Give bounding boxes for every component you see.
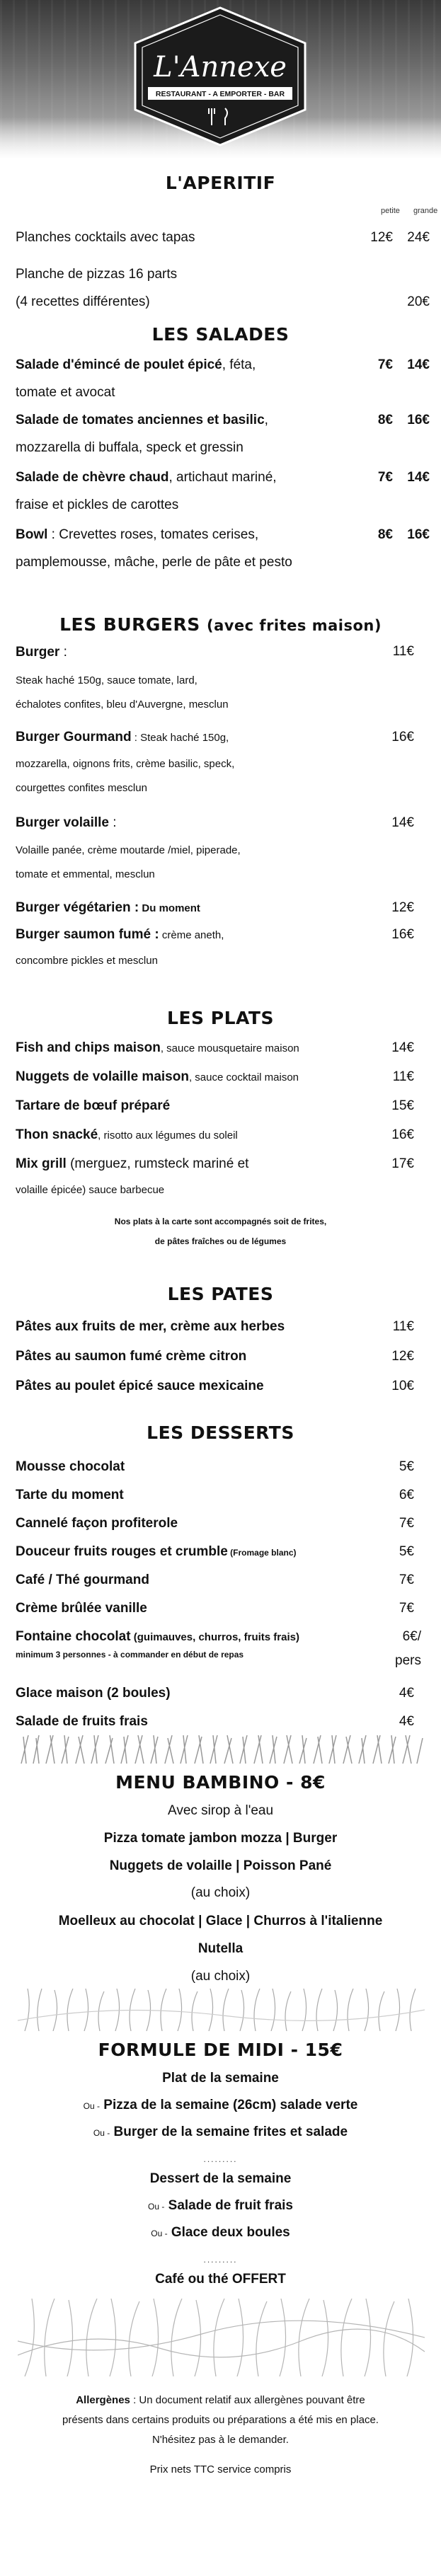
menu-item-line2: [16, 1179, 430, 1202]
item-name: Burger volaille: [16, 815, 109, 830]
menu-item-line2: [16, 435, 430, 461]
menu-item-line3: [16, 777, 430, 800]
item-desc: (4 recettes différentes): [16, 294, 150, 309]
burgers-title: [0, 614, 441, 635]
menu-item-line2: [16, 492, 430, 519]
item-desc: : Crevettes roses, tomates cerises,: [47, 527, 259, 542]
midi-plat-option: [0, 2124, 441, 2140]
item-name: Planche de pizzas 16 parts: [16, 267, 178, 282]
item-price-unit: pers: [395, 1653, 421, 1668]
item-price: 7€: [399, 1601, 414, 1616]
separator: .........: [203, 2154, 238, 2164]
menu-item: [16, 1093, 430, 1120]
menu-item: [16, 1151, 430, 1178]
ou-label: Ou -: [93, 2128, 110, 2138]
plats-note: Nos plats à la carte sont accompagnés soit de frites,: [114, 1217, 327, 1226]
allergen-label: Allergènes: [76, 2394, 130, 2406]
ou-label: Ou -: [148, 2202, 165, 2212]
menu-item-line3: [16, 694, 430, 716]
burgers-title-text: LES BURGERS: [59, 614, 200, 635]
item-price: 12€: [370, 230, 393, 245]
menu-item-line2: [16, 839, 430, 862]
bambino-line: Nuggets de volaille | Poisson Pané: [109, 1858, 332, 1873]
menu-item: [16, 1482, 430, 1509]
aperitif-title: L'APERITIF: [165, 173, 276, 193]
menu-item-line2: [16, 379, 430, 406]
logo-name: L'Annexe: [154, 51, 287, 84]
menu-item-line2: [16, 1646, 430, 1663]
item-price: 14€: [391, 815, 414, 830]
option-text: Glace deux boules: [171, 2225, 290, 2240]
prices-note: Prix nets TTC service compris: [149, 2463, 292, 2476]
item-name: Mix grill: [16, 1156, 67, 1171]
item-desc: ,: [264, 413, 268, 427]
menu-item: [16, 639, 430, 666]
bambino-line: Nutella: [197, 1941, 244, 1956]
item-desc: fraise et pickles de carottes: [16, 498, 179, 512]
item-name: Mousse chocolat: [16, 1459, 125, 1474]
item-name: Thon snacké: [16, 1127, 98, 1142]
item-desc: (merguez, rumsteck mariné et: [66, 1156, 249, 1171]
item-price: 16€: [407, 527, 430, 542]
separator: .........: [203, 2255, 238, 2265]
item-desc: , artichaut mariné,: [168, 470, 277, 485]
menu-item-line2: [16, 950, 430, 972]
item-name: Café / Thé gourmand: [16, 1572, 149, 1587]
menu-item: [16, 1595, 430, 1622]
item-name: Salade d'émincé de poulet épicé: [16, 357, 222, 372]
item-desc: volaille épicée) sauce barbecue: [16, 1184, 165, 1196]
item-price: 20€: [407, 294, 430, 309]
item-price: 14€: [407, 357, 430, 372]
item-price: 17€: [391, 1156, 414, 1171]
item-name: Pâtes au saumon fumé crème citron: [16, 1349, 247, 1364]
item-desc: Steak haché 150g, sauce tomate, lard,: [16, 674, 197, 686]
item-desc: pamplemousse, mâche, perle de pâte et pesto: [16, 555, 292, 570]
menu-item: [16, 1343, 430, 1370]
item-desc: , féta,: [222, 357, 256, 372]
burgers-subtitle: (avec frites maison): [206, 617, 382, 634]
item-name: Cannelé façon profiterole: [16, 1516, 178, 1531]
decorative-grass-band: [18, 1735, 425, 1764]
item-name: Crème brûlée vanille: [16, 1601, 147, 1616]
menu-item: [16, 1373, 430, 1400]
midi-title: FORMULE DE MIDI - 15€: [98, 2040, 343, 2060]
menu-item: [16, 1064, 430, 1091]
logo-tagline: RESTAURANT - A EMPORTER - BAR: [155, 90, 285, 98]
item-desc: minimum 3 personnes - à commander en début de repas: [16, 1650, 244, 1660]
item-price: 16€: [391, 730, 414, 744]
item-name: Douceur fruits rouges et crumble: [16, 1544, 228, 1559]
item-name: Tartare de bœuf préparé: [16, 1098, 171, 1113]
item-price: 4€: [399, 1714, 414, 1729]
midi-coffee: Café ou thé OFFERT: [155, 2272, 286, 2287]
item-name: Fish and chips maison: [16, 1040, 161, 1055]
menu-item: [16, 1567, 430, 1594]
allergen-note: [0, 2391, 441, 2410]
item-price: 12€: [391, 900, 414, 915]
plats-title: LES PLATS: [167, 1008, 274, 1028]
item-price: 15€: [391, 1098, 414, 1113]
menu-item: [16, 1313, 430, 1340]
item-desc: (Fromage blanc): [227, 1548, 297, 1558]
menu-item-line2: [16, 669, 430, 692]
allergen-note-line3: N'hésitez pas à le demander.: [152, 2434, 289, 2446]
menu-item: [16, 1680, 430, 1707]
item-name: Pâtes au poulet épicé sauce mexicaine: [16, 1379, 264, 1393]
item-name: Burger: [16, 645, 60, 660]
col-small-header: petite: [381, 207, 400, 215]
menu-item: [16, 1708, 430, 1735]
item-price: 11€: [392, 644, 414, 659]
menu-item-line2: [16, 549, 430, 576]
item-price: 14€: [407, 470, 430, 485]
menu-item: [16, 1122, 430, 1149]
item-name: Burger végétarien :: [16, 900, 139, 915]
item-desc: crème aneth,: [159, 929, 224, 941]
item-name: Salade de chèvre chaud: [16, 470, 169, 485]
item-price: 4€: [399, 1686, 414, 1701]
item-desc: , risotto aux légumes du soleil: [98, 1129, 238, 1142]
item-name: Nuggets de volaille maison: [16, 1069, 189, 1084]
item-price: 6€/: [402, 1629, 421, 1644]
item-name: Salade de tomates anciennes et basilic: [16, 413, 265, 427]
item-desc: : Steak haché 150g,: [131, 732, 229, 744]
midi-plat-title: Plat de la semaine: [162, 2071, 279, 2086]
bambino-line: (au choix): [190, 1885, 251, 1900]
item-price: 8€: [377, 527, 393, 542]
item-price: 6€: [399, 1488, 414, 1502]
option-text: Salade de fruit frais: [168, 2198, 293, 2213]
item-price: 12€: [391, 1349, 414, 1364]
menu-item: [16, 1539, 430, 1566]
hero-banner: [0, 0, 441, 159]
item-price: 10€: [391, 1379, 414, 1393]
menu-item-line2: [16, 289, 430, 316]
item-name: Fontaine chocolat: [16, 1629, 131, 1644]
item-name: Pâtes aux fruits de mer, crème aux herbes: [16, 1319, 285, 1334]
item-name: Burger Gourmand: [16, 730, 132, 744]
item-desc: (guimauves, churros, fruits frais): [130, 1631, 299, 1643]
logo: [124, 4, 316, 149]
ou-label: Ou -: [83, 2101, 100, 2111]
item-name: Salade de fruits frais: [16, 1714, 148, 1729]
menu-item: [16, 895, 430, 922]
decorative-grass-band: [18, 1989, 425, 2031]
item-desc: , sauce cocktail maison: [188, 1071, 299, 1083]
item-desc: tomate et avocat: [16, 385, 115, 400]
desserts-title: LES DESSERTS: [147, 1422, 294, 1443]
item-desc: mozzarella, oignons frits, crème basilic, speck,: [16, 758, 235, 770]
item-desc: échalotes confites, bleu d'Auvergne, mesclun: [16, 698, 229, 711]
item-price: 5€: [399, 1459, 414, 1474]
item-desc: , sauce mousquetaire maison: [160, 1042, 299, 1054]
bambino-title: MENU BAMBINO - 8€: [115, 1772, 326, 1793]
item-price: 7€: [377, 357, 393, 372]
item-name: Planches cocktails avec tapas: [16, 230, 195, 245]
menu-item: [16, 1035, 430, 1062]
menu-item: [16, 724, 430, 752]
midi-plat-option: [0, 2098, 441, 2113]
item-price: 16€: [391, 1127, 414, 1142]
item-price: 24€: [407, 230, 430, 245]
item-price: 16€: [391, 927, 414, 942]
item-price: 11€: [392, 1319, 414, 1334]
option-text: Pizza de la semaine (26cm) salade verte: [103, 2098, 358, 2112]
bambino-line: Avec sirop à l'eau: [167, 1803, 274, 1818]
plats-note: de pâtes fraîches ou de légumes: [154, 1236, 287, 1246]
allergen-note-line2: présents dans certains produits ou préparations a été mis en place.: [62, 2414, 379, 2426]
decorative-grass-band: [18, 2299, 425, 2376]
ou-label: Ou -: [151, 2229, 168, 2238]
item-price: 8€: [377, 413, 393, 427]
item-name: Burger saumon fumé :: [16, 927, 159, 942]
item-name: Tarte du moment: [16, 1488, 124, 1502]
item-desc: Du moment: [139, 902, 200, 914]
midi-dessert-option: [0, 2198, 441, 2214]
menu-item: [16, 1510, 430, 1537]
menu-item: [16, 261, 430, 288]
item-desc: tomate et emmental, mesclun: [16, 868, 155, 880]
salades-title: LES SALADES: [151, 324, 290, 345]
item-name: Glace maison (2 boules): [16, 1686, 171, 1701]
item-price: 5€: [399, 1544, 414, 1559]
menu-item: [16, 1454, 430, 1480]
item-desc: :: [109, 815, 117, 830]
item-price: 14€: [391, 1040, 414, 1055]
item-desc: Volaille panée, crème moutarde /miel, piperade,: [16, 844, 241, 856]
item-price: 7€: [377, 470, 393, 485]
midi-dessert-option: [0, 2225, 441, 2241]
midi-dessert-title: Dessert de la semaine: [149, 2171, 292, 2186]
bambino-line: (au choix): [190, 1969, 251, 1984]
menu-item-line3: [16, 863, 430, 886]
option-text: Burger de la semaine frites et salade: [113, 2124, 348, 2139]
menu-item: [16, 921, 430, 949]
item-desc: courgettes confites mesclun: [16, 782, 147, 794]
menu-item-line2: [16, 753, 430, 776]
item-desc: :: [59, 645, 67, 660]
menu-item: [16, 810, 430, 836]
item-desc: concombre pickles et mesclun: [16, 955, 158, 967]
item-price: 7€: [399, 1516, 414, 1531]
bambino-line: Moelleux au chocolat | Glace | Churros à l'italienne: [58, 1914, 383, 1928]
bambino-line: Pizza tomate jambon mozza | Burger: [103, 1831, 338, 1846]
item-name: Bowl: [16, 527, 48, 542]
allergen-text: : Un document relatif aux allergènes pouvant être: [130, 2394, 365, 2406]
item-price: 7€: [399, 1572, 414, 1587]
pates-title: LES PATES: [167, 1284, 274, 1304]
col-large-header: grande: [413, 207, 438, 215]
item-price: 11€: [392, 1069, 414, 1084]
item-price: 16€: [407, 413, 430, 427]
item-desc: mozzarella di buffala, speck et gressin: [16, 440, 244, 455]
